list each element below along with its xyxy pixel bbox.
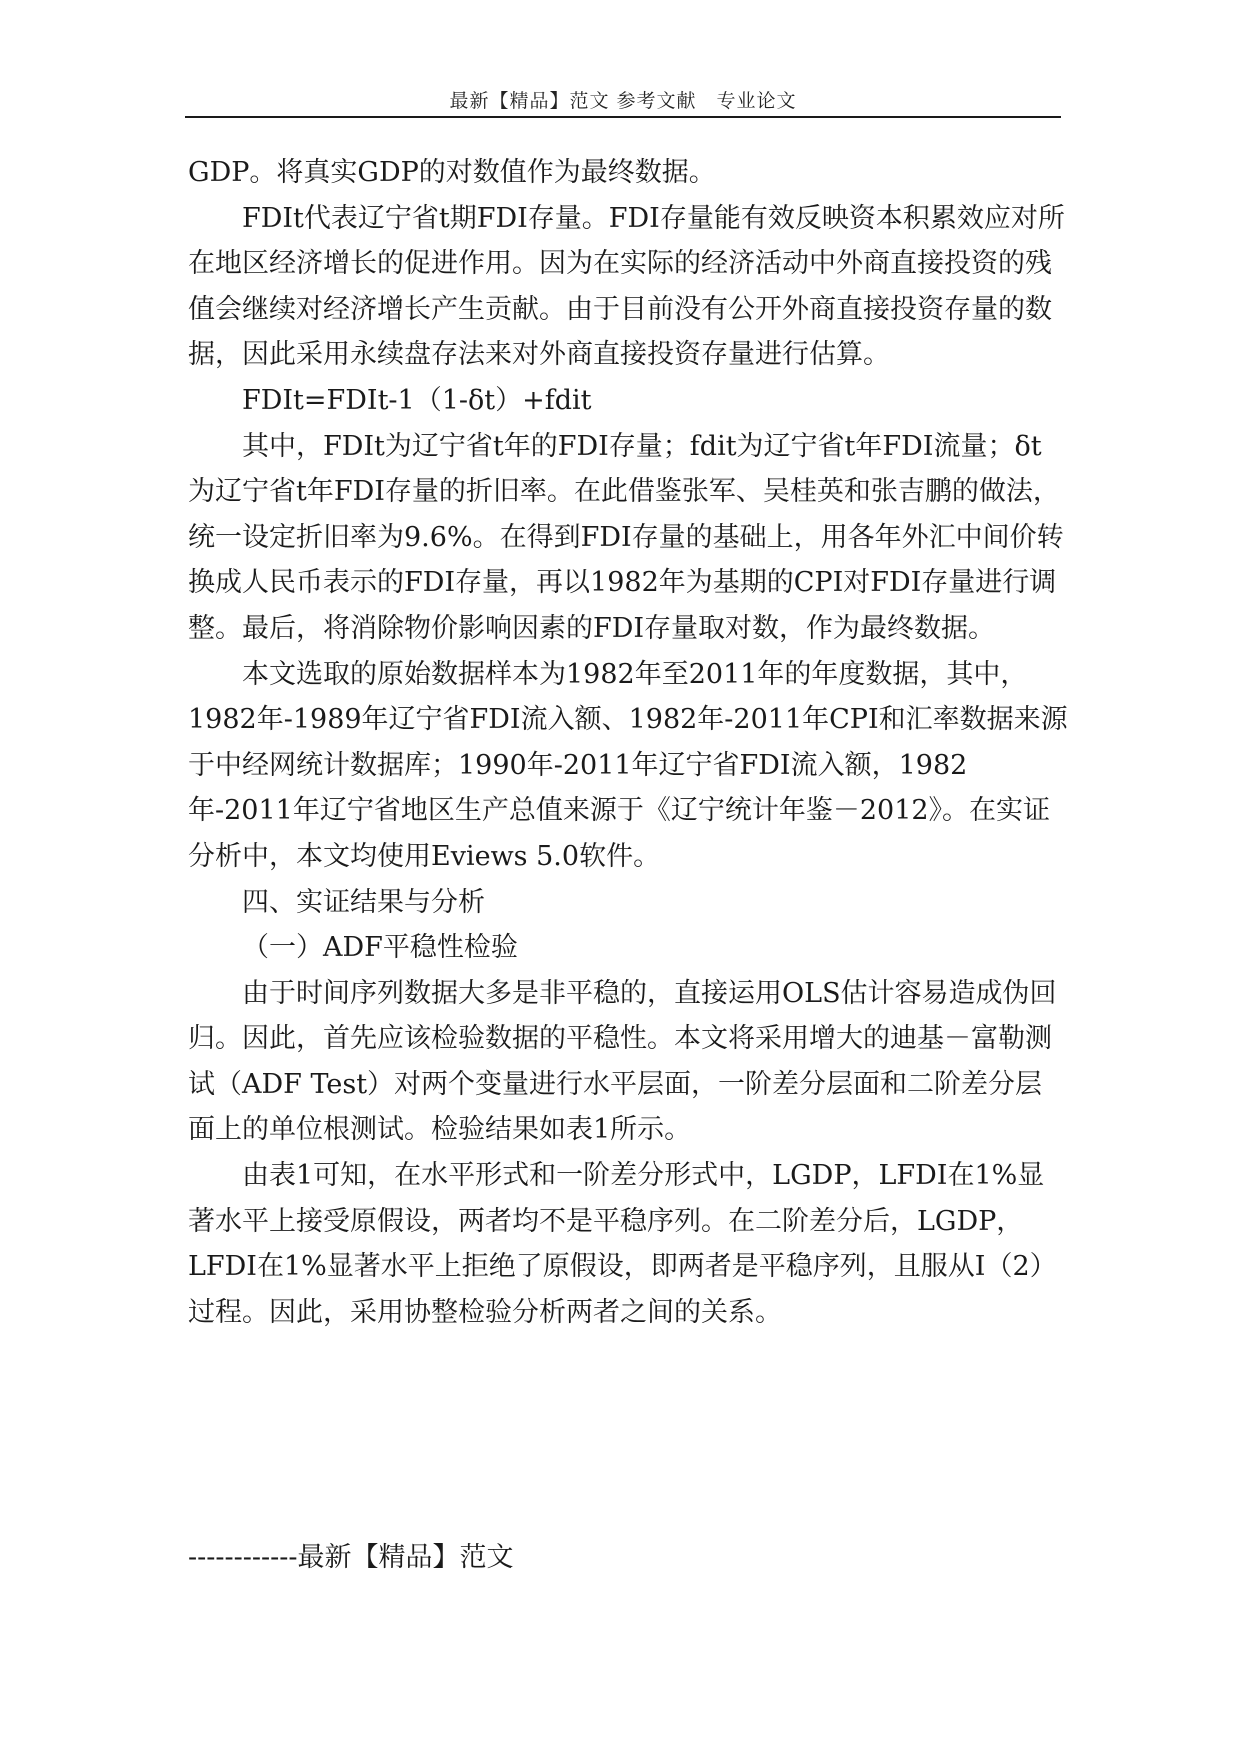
paragraph-data-sources: 本文选取的原始数据样本为1982年至2011年的年度数据，其中，1982年-1989年辽宁省FDI流入额、1982年-2011年CPI和汇率数据来源于中经网统计数据库；1990年-2011年辽宁省FDI流入额，1982年-2011年辽宁省地区生产总值来源于《辽宁统计年鉴－2012》。在实证分析中，本文均使用Eviews 5.0软件。 bbox=[188, 658, 1068, 872]
header-divider bbox=[185, 116, 1061, 118]
page-footer: ------------最新【精品】范文 bbox=[188, 1542, 514, 1573]
formula-fdi-stock: FDIt=FDIt-1（1-δt）+fdit bbox=[242, 384, 592, 416]
document-body bbox=[188, 150, 1068, 1335]
subsection-heading-adf: （一）ADF平稳性检验 bbox=[242, 932, 518, 964]
paragraph-fdi-stock: FDIt代表辽宁省t期FDI存量。FDI存量能有效反映资本积累效应对所在地区经济增长的促进作用。因为在实际的经济活动中外商直接投资的残值会继续对经济增长产生贡献。由于目前没有公开外商直接投资存量的数据，因此采用永续盘存法来对外商直接投资存量进行估算。 bbox=[188, 202, 1065, 371]
paragraph-formula-explanation: 其中，FDIt为辽宁省t年的FDI存量；fdit为辽宁省t年FDI流量；δt为辽宁省t年FDI存量的折旧率。在此借鉴张军、吴桂英和张吉鹏的做法，统一设定折旧率为9.6%。在得到FDI存量的基础上，用各年外汇中间价转换成人民币表示的FDI存量，再以1982年为基期的CPI对FDI存量进行调整。最后，将消除物价影响因素的FDI存量取对数，作为最终数据。 bbox=[188, 430, 1064, 644]
section-heading-results: 四、实证结果与分析 bbox=[242, 886, 485, 918]
paragraph-adf-results: 由表1可知，在水平形式和一阶差分形式中，LGDP，LFDI在1%显著水平上接受原假设，两者均不是平稳序列。在二阶差分后，LGDP，LFDI在1%显著水平上拒绝了原假设，即两者是平稳序列，且服从I（2）过程。因此，采用协整检验分析两者之间的关系。 bbox=[188, 1160, 1057, 1328]
paragraph-gdp-final: GDP。将真实GDP的对数值作为最终数据。 bbox=[188, 157, 716, 188]
paragraph-adf-method: 由于时间序列数据大多是非平稳的，直接运用OLS估计容易造成伪回归。因此，首先应该检验数据的平稳性。本文将采用增大的迪基－富勒测试（ADF Test）对两个变量进行水平层面，一阶差分层面和二阶差分层面上的单位根测试。检验结果如表1所示。 bbox=[188, 977, 1057, 1146]
page-header: 最新【精品】范文 参考文献 专业论文 bbox=[449, 90, 797, 112]
